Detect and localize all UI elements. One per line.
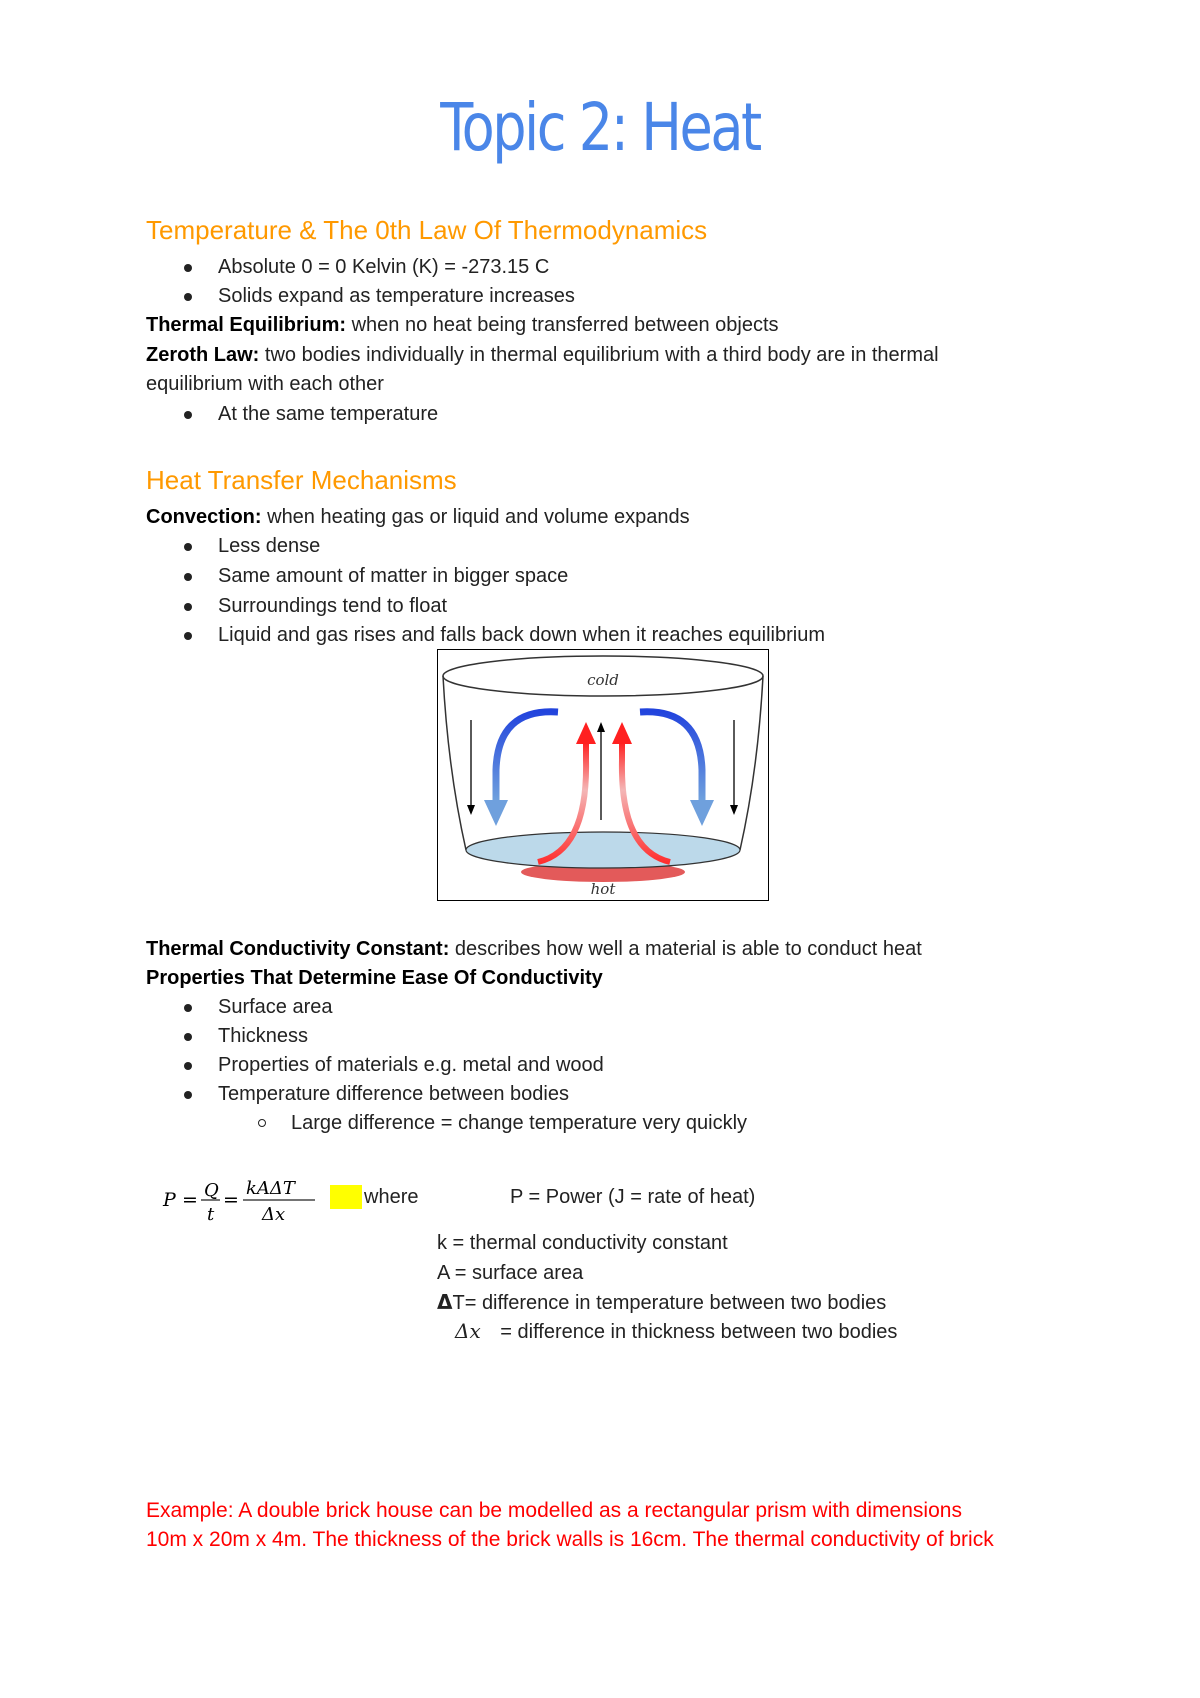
list-item: Solids expand as temperature increases <box>218 282 575 310</box>
container-base <box>466 832 740 868</box>
eq-numerator-1: Q <box>204 1180 219 1201</box>
definition-delta-t-text: T= difference in temperature between two bodies <box>452 1292 887 1314</box>
list-item: Liquid and gas rises and falls back down when it reaches equilibrium <box>218 621 825 649</box>
list-item: Same amount of matter in bigger space <box>218 562 568 590</box>
convection-diagram <box>437 649 769 901</box>
conductivity-definition <box>146 935 922 963</box>
term: Thermal Conductivity Constant: <box>146 938 450 960</box>
definition-text: when heating gas or liquid and volume expands <box>261 506 690 528</box>
definition-k: k = thermal conductivity constant <box>437 1232 728 1254</box>
red-arrowhead-right <box>612 722 632 744</box>
term: Convection: <box>146 506 262 528</box>
where-label: where <box>364 1186 419 1208</box>
blue-arrowhead-left <box>484 800 508 826</box>
definition-delta-t <box>437 1288 886 1317</box>
eq-equals-2: = <box>223 1189 239 1211</box>
term: Thermal Equilibrium: <box>146 314 347 336</box>
eq-numerator-2: kAΔT <box>246 1178 295 1199</box>
list-item: At the same temperature <box>218 400 438 428</box>
section-heading-heat-transfer: Heat Transfer Mechanisms <box>146 465 457 495</box>
definition-power: P = Power (J = rate of heat) <box>510 1186 756 1208</box>
list-item: Thickness <box>218 1022 308 1050</box>
example-line-1: Example: A double brick house can be modelled as a rectangular prism with dimensions <box>146 1499 962 1522</box>
blue-flow-left <box>496 712 558 800</box>
definition-delta-x-text: = difference in thickness between two bodies <box>494 1321 898 1343</box>
thermal-equilibrium-definition <box>146 311 779 339</box>
sub-list-item: Large difference = change temperature very quickly <box>291 1109 747 1137</box>
equation-svg <box>160 1170 330 1230</box>
convection-definition <box>146 503 690 531</box>
blue-flow-right <box>640 712 702 800</box>
page-title: Topic 2: Heat <box>440 89 760 166</box>
eq-denominator-2: Δx <box>262 1204 286 1225</box>
cold-label: cold <box>587 671 619 689</box>
example-line-2: 10m x 20m x 4m. The thickness of the brick walls is 16cm. The thermal conductivity of brick <box>146 1528 994 1551</box>
properties-heading-text: Properties That Determine Ease Of Conductivity <box>146 967 603 989</box>
convection-diagram-svg <box>438 650 768 900</box>
list-item: Less dense <box>218 532 320 560</box>
definition-text: when no heat being transferred between objects <box>346 314 779 336</box>
arrowhead <box>597 722 605 732</box>
delta-x-symbol: Δx <box>455 1319 481 1343</box>
eq-lhs: P <box>163 1189 176 1211</box>
list-item: Temperature difference between bodies <box>218 1080 569 1108</box>
definition-text: describes how well a material is able to conduct heat <box>449 938 922 960</box>
arrowhead <box>467 805 475 815</box>
definition-delta-x <box>455 1317 897 1346</box>
red-arrowhead-left <box>576 722 596 744</box>
list-item: Properties of materials e.g. metal and wood <box>218 1051 604 1079</box>
zeroth-law-continued: equilibrium with each other <box>146 373 384 395</box>
heat-power-equation <box>160 1170 330 1235</box>
delta-symbol: Δ <box>437 1290 453 1314</box>
highlight-mark <box>330 1185 362 1209</box>
zeroth-law-definition <box>146 341 939 369</box>
list-item: Surface area <box>218 993 333 1021</box>
eq-denominator-1: t <box>207 1204 215 1225</box>
definition-area: A = surface area <box>437 1262 584 1284</box>
list-item: Absolute 0 = 0 Kelvin (K) = -273.15 C <box>218 253 549 281</box>
term: Zeroth Law: <box>146 344 260 366</box>
section-heading-temperature: Temperature & The 0th Law Of Thermodynamics <box>146 215 708 245</box>
list-item: Surroundings tend to float <box>218 592 447 620</box>
container-left-wall <box>443 676 466 850</box>
blue-arrowhead-right <box>690 800 714 826</box>
properties-heading <box>146 964 603 992</box>
arrowhead <box>730 805 738 815</box>
example-text <box>146 1496 1106 1554</box>
definition-text: two bodies individually in thermal equilibrium with a third body are in thermal <box>259 344 939 366</box>
container-right-wall <box>740 676 763 850</box>
hot-label: hot <box>590 880 616 898</box>
eq-equals-1: = <box>182 1189 198 1211</box>
